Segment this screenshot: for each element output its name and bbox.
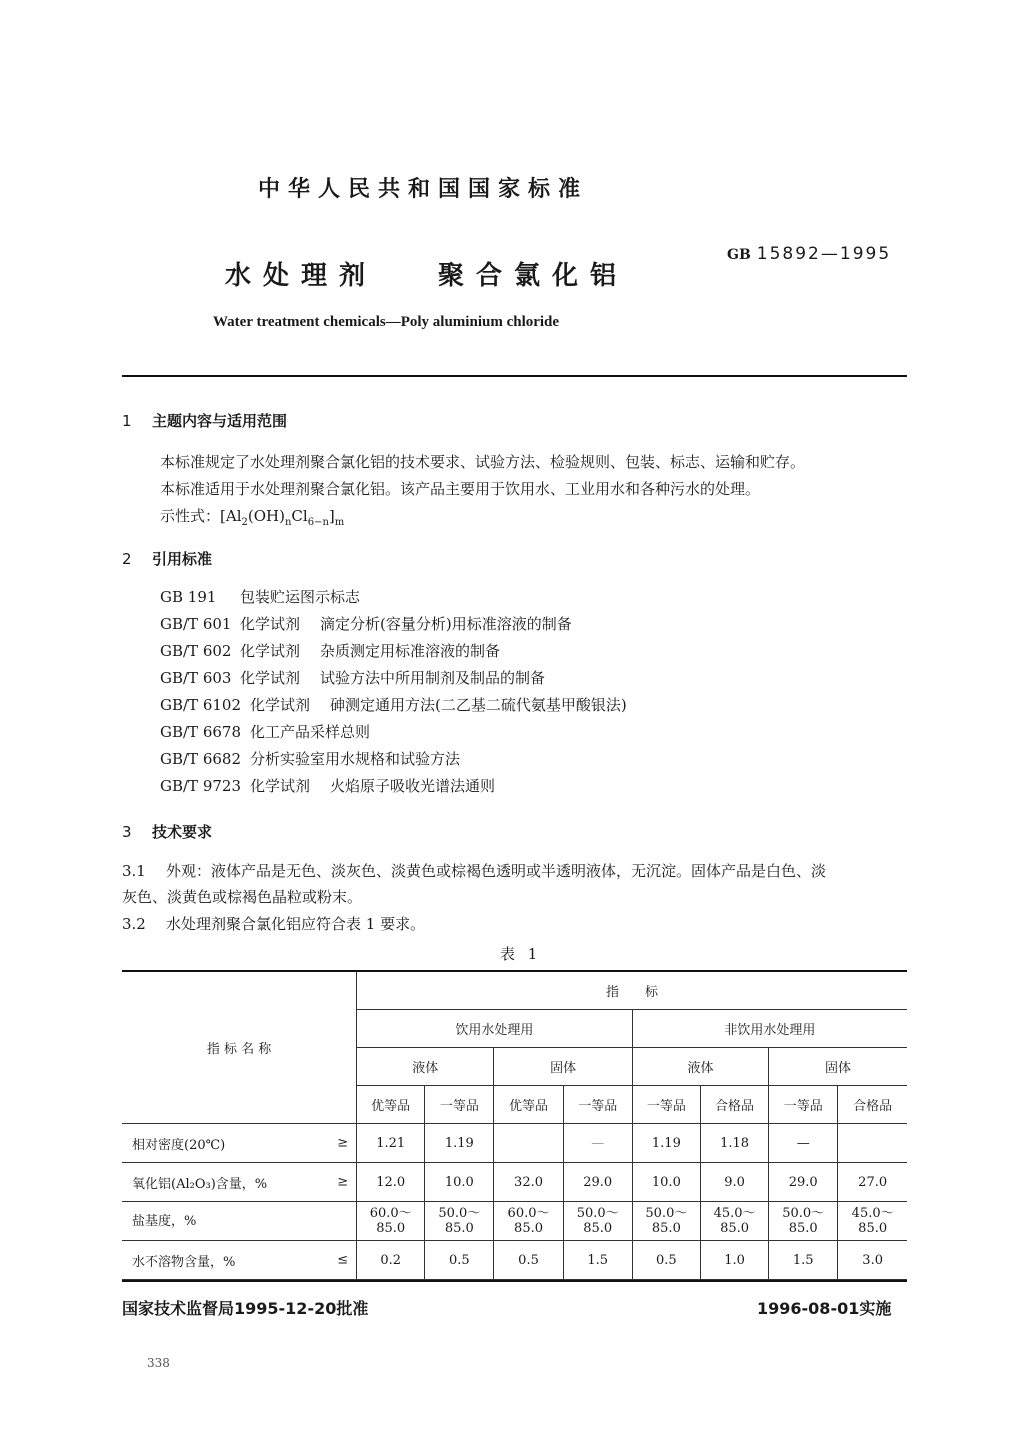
formula-sub-6n: 6−n bbox=[307, 517, 329, 528]
value-min: 50.0～ bbox=[645, 1206, 688, 1221]
page-number: 338 bbox=[147, 1356, 170, 1370]
value-cell: 0.5 bbox=[632, 1241, 700, 1280]
grade-cell: 一等品 bbox=[632, 1086, 700, 1124]
grade-cell: 优等品 bbox=[357, 1086, 425, 1124]
value-cell bbox=[357, 1202, 425, 1241]
form-solid: 固体 bbox=[550, 1061, 577, 1076]
value-cell: 1.5 bbox=[563, 1241, 632, 1280]
grade-cell: 合格品 bbox=[838, 1086, 907, 1124]
value-cell: 27.0 bbox=[838, 1163, 907, 1202]
clause-3-1-number: 3.1 bbox=[122, 862, 146, 880]
value-min: 50.0～ bbox=[438, 1206, 481, 1221]
row-name-cell bbox=[122, 1124, 357, 1163]
reference-subtitle: 砷测定通用方法(二乙基二硫代氨基甲酸银法) bbox=[330, 696, 627, 714]
value-cell bbox=[769, 1202, 838, 1241]
reference-title: 化工产品采样总则 bbox=[250, 723, 371, 741]
value-min: 45.0～ bbox=[851, 1206, 894, 1221]
formula-part-d: ] bbox=[328, 507, 335, 525]
form-solid-cell bbox=[494, 1048, 632, 1086]
value-cell: 32.0 bbox=[494, 1163, 563, 1202]
row-name: 水不溶物含量，% bbox=[132, 1254, 236, 1270]
formula-part-a: [Al bbox=[220, 507, 242, 525]
section-2-title: 引用标准 bbox=[152, 550, 213, 568]
clause-3-2-number: 3.2 bbox=[122, 915, 146, 933]
name-header-cell bbox=[122, 972, 357, 1124]
value-max: 85.0 bbox=[651, 1221, 681, 1236]
header-rule bbox=[122, 375, 907, 377]
reference-code: GB/T 601 bbox=[160, 615, 232, 633]
form-liquid: 液体 bbox=[687, 1061, 714, 1076]
reference-code: GB/T 6678 bbox=[160, 723, 242, 741]
value-cell: — bbox=[563, 1124, 632, 1163]
value-max: 85.0 bbox=[788, 1221, 818, 1236]
reference-item bbox=[160, 692, 627, 719]
table-row bbox=[122, 1202, 907, 1241]
section-1-title: 主题内容与适用范围 bbox=[152, 412, 288, 430]
reference-item bbox=[160, 584, 627, 611]
index-header: 指 标 bbox=[606, 985, 659, 1000]
row-name: 盐基度，% bbox=[132, 1213, 197, 1229]
clause-3-2 bbox=[122, 911, 425, 937]
row-operator: ≥ bbox=[337, 1135, 349, 1151]
formula-part-b: (OH) bbox=[247, 507, 285, 525]
value-cell: 12.0 bbox=[357, 1163, 425, 1202]
value-cell: 1.18 bbox=[700, 1124, 768, 1163]
grade-cell: 一等品 bbox=[425, 1086, 494, 1124]
grade-cell: 合格品 bbox=[700, 1086, 768, 1124]
value-min: 60.0～ bbox=[369, 1206, 412, 1221]
section-3-number: 3 bbox=[122, 823, 132, 841]
form-liquid-cell bbox=[632, 1048, 768, 1086]
reference-list bbox=[160, 584, 627, 800]
table-caption: 表 1 bbox=[500, 945, 542, 963]
row-name-cell bbox=[122, 1163, 357, 1202]
section-2-number: 2 bbox=[122, 550, 132, 568]
value-cell: 1.19 bbox=[425, 1124, 494, 1163]
section-2-heading bbox=[122, 548, 212, 569]
table-row bbox=[122, 1241, 907, 1280]
value-cell: 10.0 bbox=[425, 1163, 494, 1202]
reference-code: GB/T 603 bbox=[160, 669, 232, 687]
form-solid-cell bbox=[769, 1048, 907, 1086]
reference-code: GB/T 9723 bbox=[160, 777, 242, 795]
section-1-para-2: 本标准适用于水处理剂聚合氯化铝。该产品主要用于饮用水、工业用水和各种污水的处理。 bbox=[160, 480, 761, 498]
table-row bbox=[122, 1124, 907, 1163]
reference-title: 化学试剂 bbox=[240, 642, 301, 660]
form-liquid: 液体 bbox=[412, 1061, 439, 1076]
reference-item bbox=[160, 746, 627, 773]
reference-title: 化学试剂 bbox=[250, 696, 311, 714]
group-nondrinking-cell bbox=[632, 1010, 907, 1048]
table-row bbox=[122, 1163, 907, 1202]
gb-prefix: GB bbox=[727, 247, 751, 263]
formula-line bbox=[160, 503, 344, 536]
table-bottom-rule bbox=[122, 1280, 907, 1282]
clause-3-1-line-2: 灰色、淡黄色或棕褐色晶粒或粉末。 bbox=[122, 888, 363, 906]
value-cell bbox=[700, 1202, 768, 1241]
value-max: 85.0 bbox=[444, 1221, 474, 1236]
section-1-number: 1 bbox=[122, 412, 132, 430]
reference-title: 化学试剂 bbox=[240, 669, 301, 687]
row-operator: ≥ bbox=[337, 1174, 349, 1190]
form-solid: 固体 bbox=[825, 1061, 852, 1076]
row-name-cell bbox=[122, 1202, 357, 1241]
value-min: 50.0～ bbox=[576, 1206, 619, 1221]
name-header: 指 标 名 称 bbox=[206, 1042, 272, 1057]
national-standard-heading: 中华人民共和国国家标准 bbox=[258, 177, 589, 202]
formula-sub-m: m bbox=[334, 517, 345, 528]
row-name-cell bbox=[122, 1241, 357, 1280]
formula-sub-n: n bbox=[284, 517, 292, 528]
value-max: 85.0 bbox=[720, 1221, 750, 1236]
value-min: 45.0～ bbox=[713, 1206, 756, 1221]
group-drinking-cell bbox=[357, 1010, 633, 1048]
section-1-para-1: 本标准规定了水处理剂聚合氯化铝的技术要求、试验方法、检验规则、包装、标志、运输和贮存。 bbox=[160, 453, 806, 471]
reference-title: 化学试剂 bbox=[250, 777, 311, 795]
value-cell: 0.2 bbox=[357, 1241, 425, 1280]
table-top-rule bbox=[122, 970, 907, 972]
reference-item bbox=[160, 719, 627, 746]
value-cell: 1.0 bbox=[700, 1241, 768, 1280]
title-english: Water treatment chemicals—Poly aluminium chloride bbox=[213, 314, 560, 330]
value-cell bbox=[838, 1124, 907, 1163]
implementation-line: 1996-08-01实施 bbox=[757, 1299, 892, 1318]
reference-subtitle: 杂质测定用标准溶液的制备 bbox=[320, 642, 501, 660]
group-nondrinking: 非饮用水处理用 bbox=[724, 1023, 816, 1038]
gb-number: 15892—1995 bbox=[756, 244, 892, 264]
value-max: 85.0 bbox=[376, 1221, 406, 1236]
spec-table bbox=[122, 971, 907, 1280]
reference-subtitle: 试验方法中所用制剂及制品的制备 bbox=[320, 669, 546, 687]
approval-line: 国家技术监督局1995-12-20批准 bbox=[122, 1299, 369, 1318]
reference-item bbox=[160, 611, 627, 638]
reference-item bbox=[160, 773, 627, 800]
section-3-title: 技术要求 bbox=[152, 823, 213, 841]
clause-3-1-text-a: 外观：液体产品是无色、淡灰色、淡黄色或棕褐色透明或半透明液体，无沉淀。固体产品是白色、淡 bbox=[166, 862, 827, 880]
value-cell: 29.0 bbox=[769, 1163, 838, 1202]
value-max: 85.0 bbox=[583, 1221, 613, 1236]
title-chinese: 水处理剂 聚合氯化铝 bbox=[225, 261, 629, 291]
index-header-cell bbox=[357, 972, 907, 1010]
value-cell bbox=[632, 1202, 700, 1241]
formula-label: 示性式： bbox=[160, 507, 221, 525]
value-min: 60.0～ bbox=[507, 1206, 550, 1221]
formula-sub-2: 2 bbox=[241, 517, 248, 528]
reference-code: GB 191 bbox=[160, 588, 217, 606]
section-1-heading bbox=[122, 410, 287, 431]
form-liquid-cell bbox=[357, 1048, 494, 1086]
value-cell: 1.21 bbox=[357, 1124, 425, 1163]
reference-title: 化学试剂 bbox=[240, 615, 301, 633]
value-cell: 3.0 bbox=[838, 1241, 907, 1280]
reference-code: GB/T 602 bbox=[160, 642, 232, 660]
grade-cell: 一等品 bbox=[563, 1086, 632, 1124]
value-cell: 0.5 bbox=[494, 1241, 563, 1280]
value-cell: 1.5 bbox=[769, 1241, 838, 1280]
row-operator: ≤ bbox=[337, 1252, 349, 1268]
value-cell: — bbox=[769, 1124, 838, 1163]
value-cell bbox=[425, 1202, 494, 1241]
clause-3-1-line-1 bbox=[122, 858, 826, 884]
reference-subtitle: 火焰原子吸收光谱法通则 bbox=[330, 777, 496, 795]
clause-3-2-text: 水处理剂聚合氯化铝应符合表 1 要求。 bbox=[166, 915, 426, 933]
reference-item bbox=[160, 638, 627, 665]
value-min: 50.0～ bbox=[782, 1206, 825, 1221]
value-cell: 1.19 bbox=[632, 1124, 700, 1163]
reference-title: 分析实验室用水规格和试验方法 bbox=[250, 750, 461, 768]
value-cell bbox=[838, 1202, 907, 1241]
row-name: 氧化铝(Al₂O₃)含量，% bbox=[132, 1176, 268, 1192]
value-cell bbox=[494, 1124, 563, 1163]
value-cell bbox=[494, 1202, 563, 1241]
value-cell: 9.0 bbox=[700, 1163, 768, 1202]
group-drinking: 饮用水处理用 bbox=[455, 1023, 534, 1038]
grade-cell: 一等品 bbox=[769, 1086, 838, 1124]
value-cell bbox=[563, 1202, 632, 1241]
value-cell: 10.0 bbox=[632, 1163, 700, 1202]
reference-code: GB/T 6102 bbox=[160, 696, 242, 714]
table-header-row bbox=[122, 972, 907, 1010]
value-max: 85.0 bbox=[858, 1221, 888, 1236]
row-name: 相对密度(20℃) bbox=[132, 1137, 226, 1153]
reference-subtitle: 滴定分析(容量分析)用标准溶液的制备 bbox=[320, 615, 572, 633]
grade-cell: 优等品 bbox=[494, 1086, 563, 1124]
reference-title: 包装贮运图示标志 bbox=[240, 588, 361, 606]
value-cell: 29.0 bbox=[563, 1163, 632, 1202]
section-3-heading bbox=[122, 821, 212, 842]
reference-item bbox=[160, 665, 627, 692]
value-cell: 0.5 bbox=[425, 1241, 494, 1280]
reference-code: GB/T 6682 bbox=[160, 750, 242, 768]
standard-code bbox=[727, 244, 891, 264]
formula-part-c: Cl bbox=[291, 507, 308, 525]
value-max: 85.0 bbox=[514, 1221, 543, 1236]
